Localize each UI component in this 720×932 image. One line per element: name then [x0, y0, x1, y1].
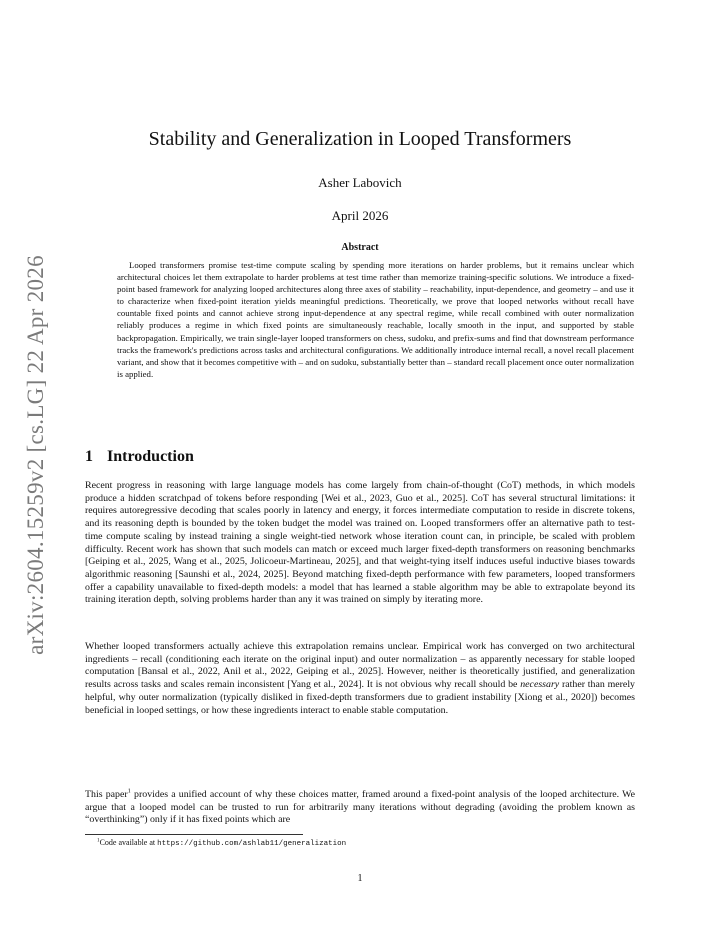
footnote-divider	[85, 834, 303, 835]
section-number: 1	[85, 448, 93, 465]
emphasis-necessary: necessary	[520, 679, 560, 691]
footnote-text: Code available at	[99, 838, 158, 847]
abstract-text: Looped transformers promise test-time compute scaling by spending more iterations on harder problems, but it remains unclear which architectural choices let them extrapolate to harder problems at test time rather than memorize training-specific solutions. We introduce a fixed-point based framework for analyzing looped architectures along three axes of stability – reachability, input-dependence, and geometry – and use it to characterize when fixed-point iteration yields meaningful predictions. Theoretically, we prove that looped networks without recall have countable fixed points and cannot achieve strong input-dependence at any spectral regime, while recall combined with outer normalization reliably produces a regime in which fixed points are simultaneously reachable, locally smooth in the input, and supported by stable backpropagation. Empirically, we train single-layer looped transformers on chess, sudoku, and prefix-sums and find that downstream performance tracks the framework's predictions across tasks and architectural configurations. We additionally introduce internal recall, a novel recall placement variant, and show that it becomes competitive with – and on sudoku, substantially better than – standard recall placement once outer normalization is applied.	[117, 260, 634, 379]
abstract-heading: Abstract	[341, 242, 379, 253]
arxiv-identifier-text: arXiv:2604.15259v2 [cs.LG] 22 Apr 2026	[23, 255, 49, 655]
footnote	[97, 838, 346, 848]
footnote-marker: 1	[127, 787, 131, 795]
arxiv-identifier-stamp	[16, 255, 56, 655]
paragraph-3-text-start: This paper	[85, 789, 128, 800]
section-heading-introduction	[85, 448, 194, 466]
publication-date: April 2026	[331, 208, 389, 223]
intro-paragraph-3	[85, 789, 635, 827]
section-title: Introduction	[107, 448, 194, 465]
paragraph-2-text-end: rather than merely helpful, why outer normalization (typically disliked in fixed-depth transformers due to gradient instability [Xiong et al., 2020]) becomes beneficial in looped settings, or how these ingredients interact to enable stable computation.	[85, 679, 635, 716]
page-number: 1	[357, 873, 363, 884]
paragraph-2-text-start: Whether looped transformers actually achieve this extrapolation remains unclear. Empirical work has converged on two architectural ingredients – recall (conditioning each iterate on the original input) and outer normalization – as apparently necessary for stable looped computation [Bansal et al., 2022, Anil et al., 2022, Geiping et al., 2025]. However, neither is theoretically justified, and generalization results across tasks and scales remain inconsistent [Yang et al., 2024]. It is not obvious why recall should be	[85, 641, 635, 691]
author-name: Asher Labovich	[318, 175, 402, 190]
intro-paragraph-2	[85, 641, 635, 717]
footnote-code-link[interactable]: https://github.com/ashlab11/generalization	[157, 840, 347, 848]
paragraph-3-text-end: provides a unified account of why these choices matter, framed around a fixed-point analysis of the looped architecture. We argue that a looped model can be trusted to run for arbitrarily many iterations without degrading (avoiding the problem known as “overthinking”) only if it has fixed points which are	[85, 789, 635, 826]
intro-paragraph-1: Recent progress in reasoning with large language models has come largely from chain-of-thought (CoT) methods, in which models produce a hidden scratchpad of tokens before responding [Wei et al., 2023, Guo et al., 2025]. CoT has several structural limitations: it requires autoregressive decoding that scales poorly in latency and energy, it forces intermediate computation to reside in discrete tokens, and its reasoning depth is bounded by the token budget the model was trained on. Looped transformers offer an alternative path to test-time compute scaling by instead training a single weight-tied network whose iteration count can, in principle, be scaled with problem difficulty. Recent work has shown that such models can match or exceed much larger fixed-depth transformers on reasoning benchmarks [Geiping et al., 2025, Wang et al., 2025, Jolicoeur-Martineau, 2025], and that weight-tying itself induces useful inductive biases towards algorithmic reasoning [Saunshi et al., 2024, 2025]. Beyond matching fixed-depth performance with few parameters, looped transformers offer a capability unavailable to fixed-depth models: a model that has learned a stable algorithm may be able to extrapolate beyond its training iteration depth, solving problems harder than any it was trained on simply by iterating more.	[85, 480, 635, 606]
paper-title: Stability and Generalization in Looped Transformers	[148, 128, 572, 150]
footnote-number: 1	[97, 837, 100, 844]
